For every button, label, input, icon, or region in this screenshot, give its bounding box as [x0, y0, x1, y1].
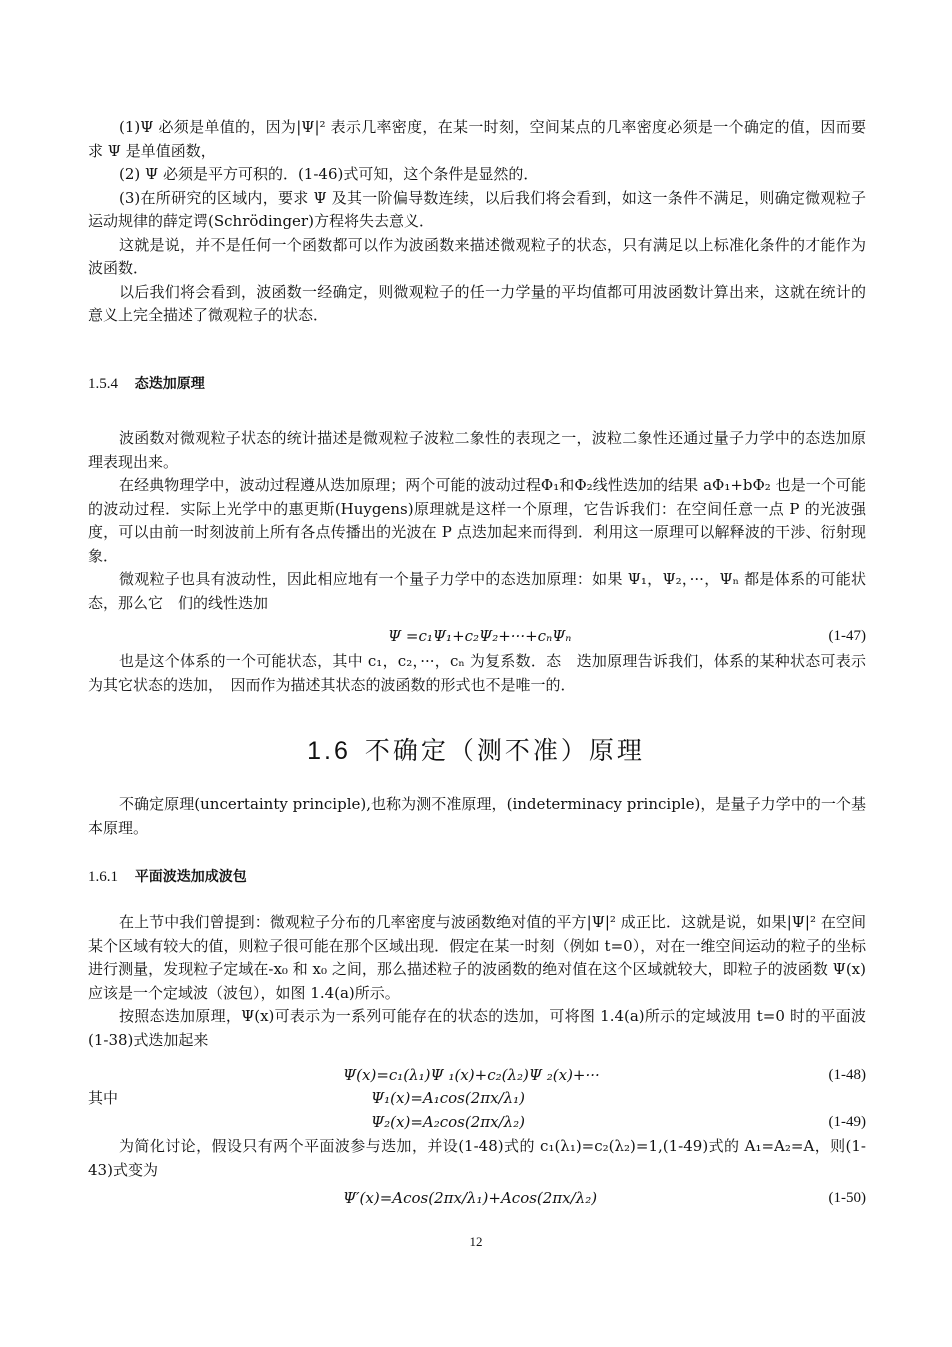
equation-number: (1-47): [828, 628, 866, 644]
equation-formula: Ψ₁(x)=A₁cos(2πx/λ₁): [371, 1089, 526, 1107]
equation-lead-text: 其中: [88, 1089, 119, 1107]
equation-number: (1-50): [828, 1190, 866, 1206]
paragraph-wave-particle: 波函数对微观粒子状态的统计描述是微观粒子波粒二象性的表现之一，波粒二象性还通过量子力学中的态迭加原理表现出来。: [88, 429, 866, 471]
section-number: 1.5.4: [88, 376, 118, 392]
equation-number: (1-48): [828, 1067, 866, 1083]
equation-1-48: [88, 1064, 866, 1087]
paragraph-single-valued: (1)Ψ 必须是单值的，因为|Ψ|² 表示几率密度，在某一时刻，空间某点的几率密度必须是一个确定的值，因而要求 Ψ 是单值函数，: [88, 118, 866, 160]
heading-number: 1.6: [307, 737, 351, 765]
paragraph-normalization: 这就是说，并不是任何一个函数都可以作为波函数来描述微观粒子的状态，只有满足以上标准化条件的才能作为波函数．: [88, 235, 866, 277]
equation-formula: Ψ =c₁Ψ₁+c₂Ψ₂+···+cₙΨₙ: [388, 627, 572, 645]
paragraph-probability-density: 在上节中我们曾提到：微观粒子分布的几率密度与波函数绝对值的平方|Ψ|² 成正比．这就是说，如果|Ψ|² 在空间某个区域有较大的值，则粒子很可能在那个区域出现．假定在某一时刻（例如 t=0），对在一维空间运动的粒子的坐标进行测量，发现粒子定域在-x₀ 和 x₀ 之间，那么描述粒子的波函数的绝对值在这个区域就较大，即粒子的波函数 Ψ(x)应该是一个定域波（波包），如图 1.4(a)所示。: [88, 913, 866, 1002]
equation-number: (1-49): [828, 1114, 866, 1130]
paragraph-two-waves: 为简化讨论，假设只有两个平面波参与迭加，并设(1-48)式的 c₁(λ₁)=c₂(λ₂)=1,(1-49)式的 A₁=A₂=A，则(1-43)式变为: [88, 1137, 866, 1179]
chapter-heading-1-6: [0, 735, 952, 767]
equation-formula: Ψ₂(x)=A₂cos(2πx/λ₂): [371, 1113, 526, 1131]
equation-1-49-second: [88, 1111, 866, 1134]
equation-formula: Ψ′(x)=Acos(2πx/λ₁)+Acos(2πx/λ₂): [343, 1189, 598, 1207]
paragraph-group-wavepacket: [88, 911, 866, 1052]
paragraph-group-complex: [88, 650, 866, 697]
section-heading-1-6-1: [88, 866, 247, 887]
paragraph-group-conditions: [88, 116, 866, 328]
equation-1-47: [88, 625, 866, 648]
page-number: 12: [469, 1234, 483, 1249]
section-title: 平面波迭加成波包: [134, 869, 247, 885]
paragraph-group-simplify: [88, 1135, 866, 1182]
equation-formula: Ψ(x)=c₁(λ₁)Ψ ₁(x)+c₂(λ₂)Ψ ₂(x)+···: [343, 1066, 600, 1084]
paragraph-plane-wave-superposition: 按照态迭加原理，Ψ(x)可表示为一系列可能存在的状态的迭加，可将图 1.4(a)所示的定域波用 t=0 时的平面波(1-38)式迭加起来: [88, 1007, 866, 1049]
heading-title: 不确定（测不准）原理: [364, 736, 645, 765]
equation-1-50: [88, 1187, 866, 1210]
paragraph-square-integrable: (2) Ψ 必须是平方可积的．(1-46)式可知，这个条件是显然的．: [119, 165, 539, 183]
paragraph-group-uncertainty: [88, 793, 866, 840]
paragraph-quantum-superposition: 微观粒子也具有波动性，因此相应地有一个量子力学中的态迭加原理：如果 Ψ₁，Ψ₂，···，Ψₙ 都是体系的可能状态，那么它 们的线性迭加: [88, 570, 866, 612]
section-number: 1.6.1: [88, 869, 118, 885]
paragraph-complex-coefficients: 也是这个体系的一个可能状态，其中 c₁，c₂，···，cₙ 为复系数．态 迭加原理告诉我们，体系的某种状态可表示为其它状态的迭加， 因而作为描述其状态的波函数的形式也不是唯一的．: [88, 652, 866, 694]
paragraph-group-superposition: [88, 427, 866, 615]
section-heading-1-5-4: [88, 373, 205, 394]
paragraph-continuity: (3)在所研究的区域内，要求 Ψ 及其一阶偏导数连续，以后我们将会看到，如这一条件不满足，则确定微观粒子运动规律的薛定谔(Schrödinger)方程将失去意义．: [88, 188, 866, 230]
equation-1-49-first: [88, 1087, 866, 1110]
section-title: 态迭加原理: [134, 376, 205, 392]
paragraph-classical-superposition: 在经典物理学中，波动过程遵从迭加原理；两个可能的波动过程Φ₁和Φ₂线性迭加的结果 aΦ₁+bΦ₂ 也是一个可能的波动过程．实际上光学中的惠更斯(Huygens)原理就是这样一个原理，它告诉我们：在空间任意一点 P 的光波强度，可以由前一时刻波前上所有各点传播出的光波在 P 点迭加起来而得到．利用这一原理可以解释波的干涉、衍射现象．: [88, 476, 866, 565]
paragraph-uncertainty-intro: 不确定原理(uncertainty principle),也称为测不准原理，(indeterminacy principle)，是量子力学中的一个基本原理。: [88, 795, 866, 837]
paragraph-average-values: 以后我们将会看到，波函数一经确定，则微观粒子的任一力学量的平均值都可用波函数计算出来，这就在统计的意义上完全描述了微观粒子的状态．: [88, 282, 866, 324]
